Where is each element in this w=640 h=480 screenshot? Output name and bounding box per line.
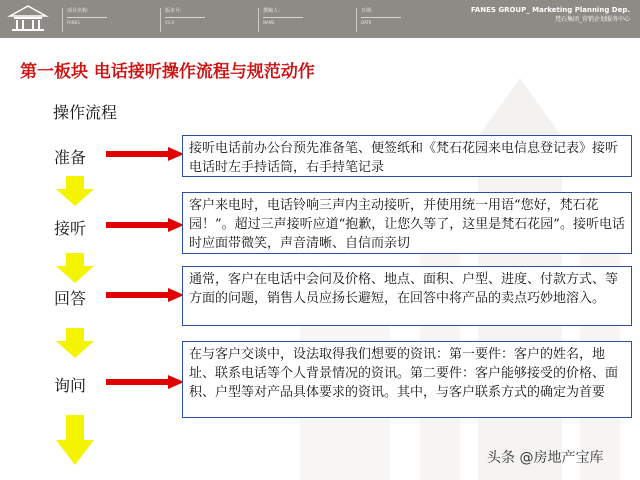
arrow-right-icon	[106, 375, 184, 389]
brand-english: FANES GROUP_ Marketing Planning Dep.	[470, 6, 630, 14]
header-field-label: 撰稿人:	[263, 8, 280, 14]
footer-watermark: 头条 @房地产宝库	[487, 450, 604, 466]
header-field-label: 项目名称:	[67, 8, 89, 14]
arrow-right-icon	[106, 218, 184, 232]
arrow-down-icon	[56, 415, 94, 465]
arrow-down-icon	[56, 328, 94, 358]
header-field-version	[160, 8, 205, 32]
header-field-value: V1.0	[165, 20, 175, 25]
arrow-down-icon	[56, 176, 94, 206]
step-description-answer-call: 客户来电时，电话铃响三声内主动接听，并使用统一用语“您好，梵石花园！”。超过三声接听应道“抱歉，让您久等了，这里是梵石花园”。接听电话时应面带微笑，声音清晰、自信而亲切	[182, 192, 632, 254]
header-bar	[0, 0, 640, 38]
step-description-prepare: 接听电话前办公台预先准备笔、便签纸和《梵石花园来电信息登记表》接听电话时左手持话筒，右手持笔记录	[182, 135, 632, 177]
page-title: 第一板块 电话接听操作流程与规范动作	[20, 62, 315, 82]
arrow-down-icon	[56, 253, 94, 283]
brand-block	[471, 6, 630, 24]
header-field-line	[165, 17, 205, 18]
header-field-project	[62, 8, 107, 32]
header-field-line	[263, 17, 303, 18]
header-field-value: NAME	[263, 20, 275, 25]
header-field-value: DATE	[361, 20, 372, 25]
section-subtitle: 操作流程	[53, 103, 118, 122]
header-field-author	[258, 8, 303, 32]
step-label-answer-call: 接听	[54, 219, 87, 238]
header-field-line	[67, 17, 107, 18]
step-label-prepare: 准备	[54, 148, 87, 167]
step-description-reply: 通常，客户在电话中会问及价格、地点、面积、户型、进度、付款方式、等方面的问题，销售人员应扬长避短，在回答中将产品的卖点巧妙地溶入。	[182, 266, 632, 326]
step-label-reply: 回答	[54, 289, 87, 308]
header-field-date	[356, 8, 401, 32]
header-field-line	[361, 17, 401, 18]
header-field-label: 版本号:	[165, 8, 182, 14]
arrow-right-icon	[106, 147, 184, 161]
step-description-inquire: 在与客户交谈中，设法取得我们想要的资讯：第一要件：客户的姓名，地址、联系电话等个人背景情况的资讯。第二要件：客户能够接受的价格、面积、户型等对产品具体要求的资讯。其中，与客户联系方式的确定为首要	[182, 341, 632, 418]
step-label-inquire: 询问	[54, 376, 87, 395]
logo-icon	[6, 4, 50, 34]
header-field-label: 日期:	[361, 8, 373, 14]
arrow-right-icon	[106, 288, 184, 302]
header-field-value: FANES	[67, 20, 80, 25]
brand-chinese: 梵石集团_营销企划服务中心	[554, 16, 630, 23]
